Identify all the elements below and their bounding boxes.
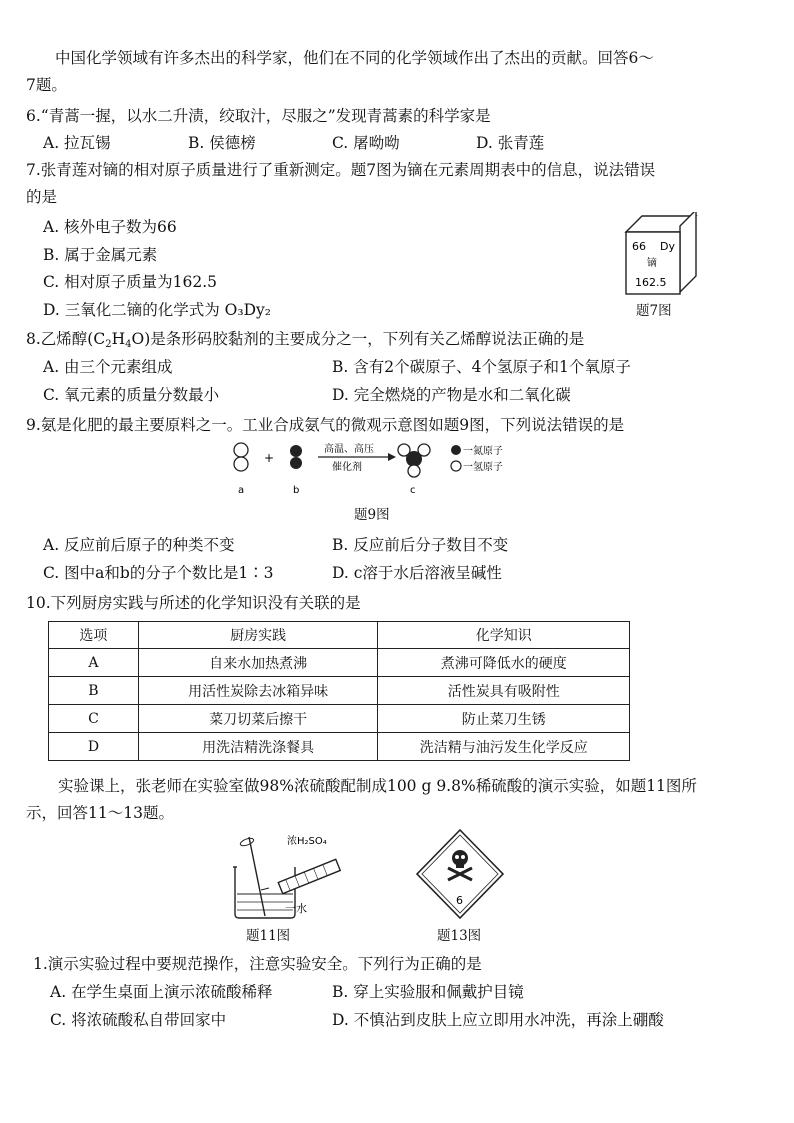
element-mass: 162.5 <box>635 276 667 289</box>
q11-stem: 1.演示实验过程中要规范操作，注意实验安全。下列行为正确的是 <box>33 955 482 973</box>
q8-option-b: B. 含有2个碳原子、4个氢原子和1个氧原子 <box>332 358 631 376</box>
table-header-cell: 化学知识 <box>378 622 630 649</box>
legend-nitrogen: 一氮原子 <box>463 446 503 457</box>
q6-stem: 6.“青蒿一握，以水二升渍，绞取汁，尽服之”发现青蒿素的科学家是 <box>26 107 491 125</box>
acid-label: 浓H₂SO₄ <box>287 836 327 847</box>
element-name: 镝 <box>647 258 657 269</box>
q7-option-a: A. 核外电子数为66 <box>43 218 177 236</box>
q8-option-a: A. 由三个元素组成 <box>43 358 173 376</box>
label-b: b <box>293 485 300 496</box>
table-cell: D <box>49 733 139 761</box>
fig7-caption: 题7图 <box>636 303 672 319</box>
q10-table <box>48 621 630 761</box>
label-a: a <box>238 485 245 496</box>
q11-option-b: B. 穿上实验服和佩戴护目镜 <box>332 983 524 1001</box>
toxic-hazard-label-figure <box>415 828 505 920</box>
q10-stem: 10.下列厨房实践与所述的化学知识没有关联的是 <box>26 594 361 612</box>
q6-option-d: D. 张青莲 <box>476 134 545 152</box>
table-header-row <box>49 622 630 649</box>
legend-hydrogen-icon <box>451 461 461 471</box>
legend-nitrogen-icon <box>451 445 461 455</box>
q9-option-c: C. 图中a和b的分子个数比是1∶3 <box>43 564 274 582</box>
q11-option-c: C. 将浓硫酸私自带回家中 <box>50 1011 227 1029</box>
q8-stem-part-3: O)是条形码胶黏剂的主要成分之一，下列有关乙烯醇说法正确的是 <box>131 330 585 348</box>
q8-option-d: D. 完全燃烧的产物是水和二氧化碳 <box>332 386 571 404</box>
element-tile-figure <box>620 212 700 297</box>
q7-option-c: C. 相对原子质量为162.5 <box>43 273 218 291</box>
nitrogen-atom-icon <box>290 457 302 469</box>
intro-line-2: 7题。 <box>26 76 67 94</box>
q8-option-c: C. 氧元素的质量分数最小 <box>43 386 220 404</box>
table-cell: 自来水加热煮沸 <box>138 649 378 677</box>
table-cell: 洗洁精与油污发生化学反应 <box>378 733 630 761</box>
dilution-apparatus-figure <box>225 832 365 922</box>
legend-hydrogen: 一氢原子 <box>463 462 503 473</box>
intro2-line-1: 实验课上，张老师在实验室做98%浓硫酸配制成100 g 9.8%稀硫酸的演示实验，如题11图所 <box>58 777 697 795</box>
q7-option-d: D. 三氧化二镝的化学式为 O₃Dy₂ <box>43 301 271 319</box>
element-number: 66 <box>632 240 646 253</box>
table-row <box>49 649 630 677</box>
table-row <box>49 705 630 733</box>
water-label: 一水 <box>285 902 307 915</box>
table-cell: 煮沸可降低水的硬度 <box>378 649 630 677</box>
table-cell: C <box>49 705 139 733</box>
plus-sign: + <box>264 451 275 465</box>
label-c: c <box>410 485 416 496</box>
q7-option-b: B. 属于金属元素 <box>43 246 158 264</box>
q9-stem: 9.氨是化肥的最主要原料之一。工业合成氨气的微观示意图如题9图，下列说法错误的是 <box>26 416 625 434</box>
q11-option-d: D. 不慎沾到皮肤上应立即用水冲洗，再涂上硼酸 <box>332 1011 664 1029</box>
q9-option-d: D. c溶于水后溶液呈碱性 <box>332 564 502 582</box>
q9-option-a: A. 反应前后原子的种类不变 <box>43 536 235 554</box>
table-cell: B <box>49 677 139 705</box>
fig9-caption: 题9图 <box>354 507 390 523</box>
intro-line-1: 中国化学领域有许多杰出的科学家，他们在不同的化学领域作出了杰出的贡献。回答6～ <box>55 49 654 67</box>
table-cell: 菜刀切菜后擦干 <box>138 705 378 733</box>
q6-option-a: A. 拉瓦锡 <box>43 134 111 152</box>
table-cell: 用洗洁精洗涤餐具 <box>138 733 378 761</box>
q7-stem-2: 的是 <box>26 188 58 206</box>
table-cell: 活性炭具有吸附性 <box>378 677 630 705</box>
q6-option-b: B. 侯德榜 <box>188 134 256 152</box>
table-row <box>49 733 630 761</box>
hazard-class-number: 6 <box>456 894 463 907</box>
q11-option-a: A. 在学生桌面上演示浓硫酸稀释 <box>50 983 273 1001</box>
q8-stem-sub-1: 2 <box>105 339 112 350</box>
nitrogen-atom-icon <box>290 445 302 457</box>
table-header-cell: 厨房实践 <box>138 622 378 649</box>
intro2-line-2: 示，回答11～13题。 <box>26 804 174 822</box>
q8-stem-part-2: H <box>111 330 126 348</box>
table-cell: A <box>49 649 139 677</box>
q6-option-c: C. 屠呦呦 <box>332 134 400 152</box>
table-cell: 防止菜刀生锈 <box>378 705 630 733</box>
hydrogen-atom-icon <box>234 457 248 471</box>
hydrogen-atom-icon <box>234 443 248 457</box>
table-cell: 用活性炭除去冰箱异味 <box>138 677 378 705</box>
hydrogen-atom-icon <box>408 465 420 477</box>
condition-top: 高温、高压 <box>324 444 374 455</box>
fig11-caption: 题11图 <box>246 928 291 944</box>
q8-stem-sub-2: 4 <box>125 339 132 350</box>
q8-stem-part-1: 8.乙烯醇(C <box>26 330 106 348</box>
ammonia-synthesis-diagram <box>220 440 540 500</box>
table-row <box>49 677 630 705</box>
element-symbol: Dy <box>660 240 675 253</box>
q8-stem <box>26 329 584 355</box>
q9-option-b: B. 反应前后分子数目不变 <box>332 536 509 554</box>
fig13-caption: 题13图 <box>437 928 482 944</box>
condition-bottom: 催化剂 <box>332 462 362 473</box>
q7-stem-1: 7.张青莲对镝的相对原子质量进行了重新测定。题7图为镝在元素周期表中的信息，说法错误 <box>26 161 656 179</box>
table-header-cell: 选项 <box>49 622 139 649</box>
